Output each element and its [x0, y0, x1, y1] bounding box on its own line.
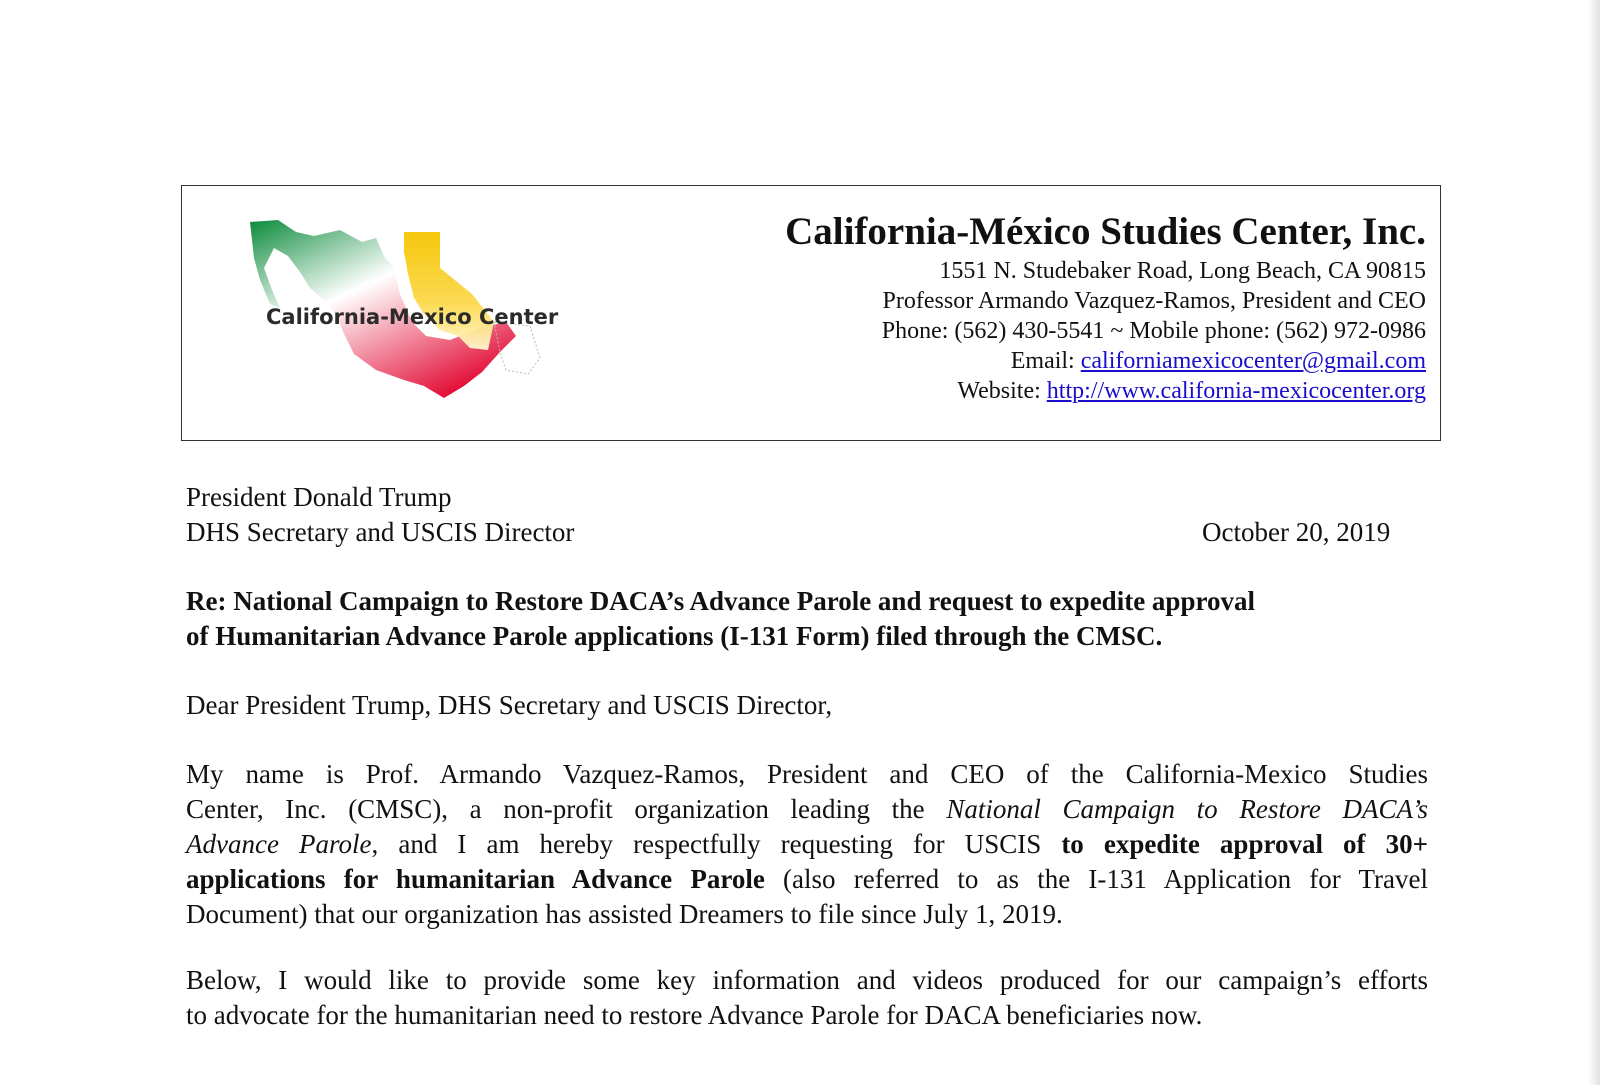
- website-link[interactable]: http://www.california-mexicocenter.org: [1046, 378, 1426, 404]
- recipient-line-1: President Donald Trump: [186, 482, 452, 512]
- p1-line-2: [186, 792, 1428, 827]
- p1-line-2-text: Center, Inc. (CMSC), a non-profit organization leading the: [186, 794, 947, 824]
- email-link[interactable]: californiamexicocenter@gmail.com: [1080, 348, 1426, 374]
- org-info: [785, 208, 1426, 406]
- p1-line-3: [186, 827, 1428, 862]
- salutation: Dear President Trump, DHS Secretary and USCIS Director,: [186, 690, 833, 720]
- email-label: Email:: [1010, 348, 1081, 374]
- p1-line-4: [186, 862, 1428, 897]
- subject-line-1: Re: National Campaign to Restore DACA’s Advance Parole and request to expedite approval: [186, 586, 1255, 616]
- website-label: Website:: [957, 378, 1047, 404]
- org-address: 1551 N. Studebaker Road, Long Beach, CA 90815: [939, 258, 1426, 284]
- p2-line-1: Below, I would like to provide some key information and videos produced for our campaign’s efforts: [186, 965, 1428, 995]
- p1-line-1: My name is Prof. Armando Vazquez-Ramos, President and CEO of the California-Mexico Studies: [186, 759, 1428, 789]
- org-phone: Phone: (562) 430-5541 ~ Mobile phone: (562) 972-0986: [881, 318, 1426, 344]
- p1-line-4-text: (also referred to as the I-131 Application for Travel: [764, 864, 1428, 894]
- p1-line-3-text: , and I am hereby respectfully requesting for USCIS: [371, 829, 1062, 859]
- california-mexico-map-logo: [244, 218, 564, 408]
- logo-text: California-Mexico Center: [266, 305, 559, 329]
- org-name: California-México Studies Center, Inc.: [785, 210, 1426, 253]
- scrollbar-edge[interactable]: [1588, 0, 1600, 1085]
- org-website-line: [785, 376, 1426, 406]
- campaign-name-italic: National Campaign to Restore DACA’s: [946, 794, 1428, 824]
- subject-line-2: of Humanitarian Advance Parole applications (I-131 Form) filed through the CMSC.: [186, 621, 1163, 651]
- p2-line-2: to advocate for the humanitarian need to restore Advance Parole for DACA beneficiaries now.: [186, 1000, 1203, 1030]
- p1-line-5: Document) that our organization has assisted Dreamers to file since July 1, 2019.: [186, 899, 1063, 929]
- paragraph-2: [186, 963, 1428, 1033]
- letterhead: [181, 185, 1441, 441]
- request-bold-2: applications for humanitarian Advance Parole: [186, 864, 765, 894]
- request-bold-1: to expedite approval of 30+: [1061, 829, 1428, 859]
- org-president: Professor Armando Vazquez-Ramos, President and CEO: [882, 288, 1426, 314]
- paragraph-1: [186, 757, 1428, 932]
- org-email-line: [785, 346, 1426, 376]
- recipient-line-2: DHS Secretary and USCIS Director: [186, 517, 575, 547]
- advance-parole-italic: Advance Parole: [186, 829, 372, 859]
- letter-date: October 20, 2019: [1202, 517, 1391, 547]
